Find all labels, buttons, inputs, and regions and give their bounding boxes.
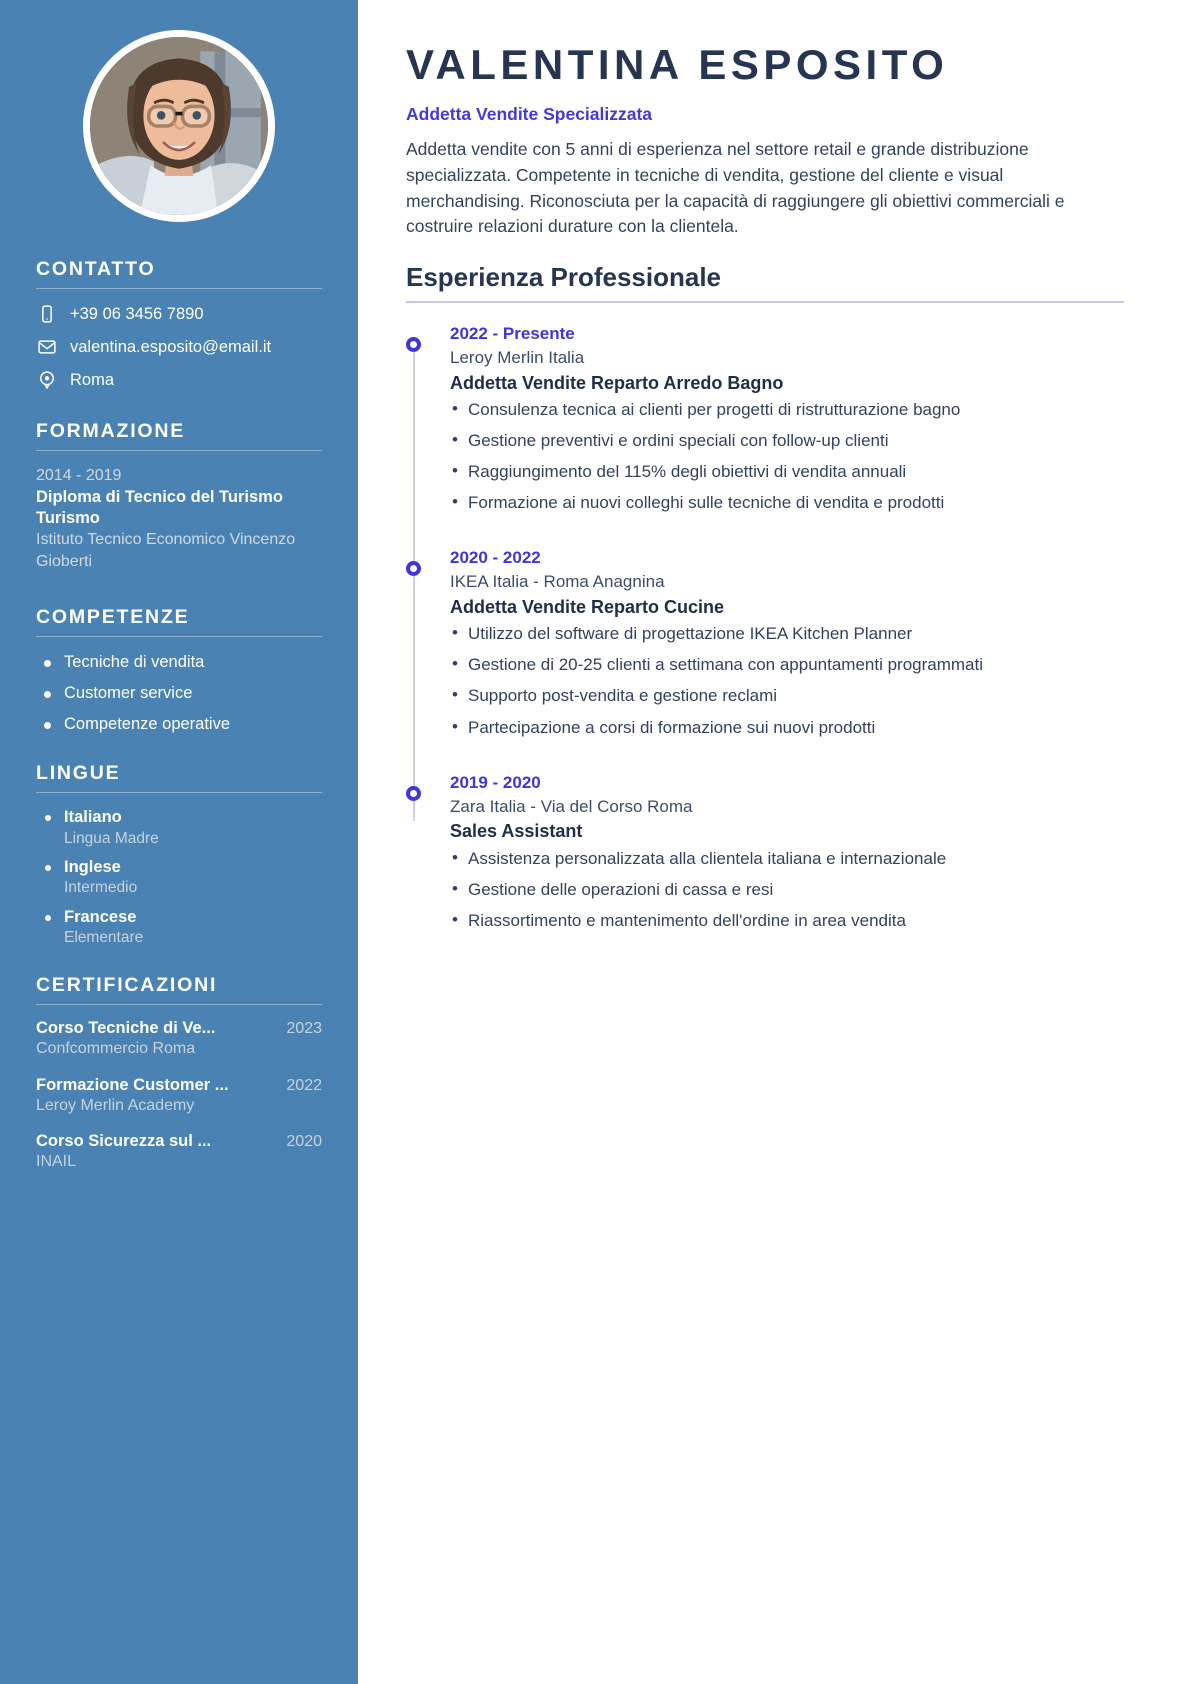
spacer bbox=[36, 956, 322, 974]
photo-ring bbox=[83, 30, 275, 222]
contact-location-value: Roma bbox=[70, 370, 115, 389]
contact-row-phone[interactable] bbox=[36, 303, 322, 325]
certification-org: Confcommercio Roma bbox=[36, 1040, 196, 1058]
experience-bullets bbox=[450, 847, 1124, 933]
timeline-line bbox=[413, 337, 415, 821]
divider bbox=[406, 301, 1124, 303]
education-section bbox=[36, 420, 322, 572]
education-section-title: FORMAZIONE bbox=[36, 420, 186, 442]
list-item: • Assistenza personalizzata alla clientela italiana e internazionale bbox=[450, 847, 1124, 871]
timeline-marker-icon bbox=[406, 337, 421, 352]
experience-dates: 2020 - 2022 bbox=[450, 548, 541, 568]
list-item: • Gestione preventivi e ordini speciali con follow-up clienti bbox=[450, 429, 1124, 453]
experience-company: Leroy Merlin Italia bbox=[450, 348, 585, 367]
certifications-section bbox=[36, 974, 322, 1173]
list-item: Competenze operative bbox=[36, 713, 322, 737]
language-name: Francese bbox=[64, 907, 137, 926]
experience-bullets bbox=[450, 398, 1124, 516]
language-level: Intermedio bbox=[64, 879, 138, 897]
education-dates: 2014 - 2019 bbox=[36, 467, 122, 484]
education-item bbox=[36, 465, 322, 572]
list-item: • Supporto post-vendita e gestione reclami bbox=[450, 684, 1124, 708]
list-item: Customer service bbox=[36, 682, 322, 706]
certification-org: INAIL bbox=[36, 1153, 77, 1171]
job-title: Addetta Vendite Specializzata bbox=[406, 104, 653, 125]
certification-item bbox=[36, 1019, 322, 1060]
experience-company: IKEA Italia - Roma Anagnina bbox=[450, 572, 665, 592]
certifications-section-title: CERTIFICAZIONI bbox=[36, 974, 218, 997]
languages-list bbox=[36, 807, 322, 948]
experience-item bbox=[450, 547, 1124, 739]
sidebar bbox=[0, 0, 358, 1684]
avatar bbox=[90, 37, 268, 215]
list-item: • Riassortimento e mantenimento dell'ordine in area vendita bbox=[450, 909, 1124, 933]
envelope-icon bbox=[36, 336, 58, 358]
certification-item bbox=[36, 1076, 322, 1117]
skills-section-title: COMPETENZE bbox=[36, 605, 190, 628]
languages-section-title: LINGUE bbox=[36, 762, 121, 785]
spacer bbox=[36, 744, 322, 762]
certification-org: Leroy Merlin Academy bbox=[36, 1096, 195, 1114]
education-degree: Diploma di Tecnico del Turismo Turismo bbox=[36, 487, 283, 528]
certification-header bbox=[36, 1076, 322, 1095]
certification-header bbox=[36, 1132, 322, 1151]
list-item bbox=[36, 857, 322, 899]
list-item bbox=[36, 807, 322, 849]
list-item: • Raggiungimento del 115% degli obiettivi di vendita annuali bbox=[450, 460, 1124, 484]
list-item: • Partecipazione a corsi di formazione sui nuovi prodotti bbox=[450, 716, 1124, 740]
location-pin-icon bbox=[36, 369, 58, 391]
list-item: • Gestione delle operazioni di cassa e resi bbox=[450, 878, 1124, 902]
skills-section bbox=[36, 606, 322, 737]
divider bbox=[36, 1004, 322, 1005]
timeline-marker-icon bbox=[406, 561, 421, 576]
list-item bbox=[36, 907, 322, 949]
experience-timeline bbox=[406, 323, 1124, 933]
experience-section-title: Esperienza Professionale bbox=[406, 262, 722, 293]
language-name: Italiano bbox=[64, 808, 122, 827]
list-item: • Gestione di 20-25 clienti a settimana con appuntamenti programmati bbox=[450, 653, 1124, 677]
divider bbox=[36, 792, 322, 793]
certification-name: Corso Sicurezza sul ... bbox=[36, 1132, 212, 1151]
contact-row-email[interactable] bbox=[36, 336, 322, 358]
avatar-illustration bbox=[90, 37, 268, 215]
language-level: Lingua Madre bbox=[64, 829, 159, 847]
list-item: • Utilizzo del software di progettazione IKEA Kitchen Planner bbox=[450, 622, 1124, 646]
spacer bbox=[36, 580, 322, 606]
spacer bbox=[36, 402, 322, 420]
education-school: Istituto Tecnico Economico Vincenzo Gioberti bbox=[36, 531, 296, 570]
profile-photo-container bbox=[36, 30, 322, 222]
experience-dates: 2022 - Presente bbox=[450, 324, 575, 344]
certification-year: 2023 bbox=[286, 1020, 322, 1038]
contact-email-value: valentina.esposito@email.it bbox=[70, 337, 272, 356]
list-item: • Consulenza tecnica ai clienti per progetti di ristrutturazione bagno bbox=[450, 398, 1124, 422]
certification-header bbox=[36, 1019, 322, 1038]
experience-role: Sales Assistant bbox=[450, 821, 583, 842]
certification-year: 2020 bbox=[286, 1133, 322, 1151]
experience-dates: 2019 - 2020 bbox=[450, 772, 541, 792]
certification-name: Corso Tecniche di Ve... bbox=[36, 1019, 216, 1038]
divider bbox=[36, 450, 322, 451]
certification-item bbox=[36, 1132, 322, 1173]
skills-list bbox=[36, 651, 322, 737]
divider bbox=[36, 288, 322, 289]
list-item: Tecniche di vendita bbox=[36, 651, 322, 675]
contact-section bbox=[36, 258, 322, 391]
contact-row-location[interactable] bbox=[36, 369, 322, 391]
experience-bullets bbox=[450, 622, 1124, 740]
experience-role: Addetta Vendite Reparto Cucine bbox=[450, 597, 725, 618]
certification-year: 2022 bbox=[286, 1076, 322, 1094]
language-level: Elementare bbox=[64, 929, 144, 947]
experience-role: Addetta Vendite Reparto Arredo Bagno bbox=[450, 372, 784, 393]
main-content bbox=[358, 0, 1190, 1684]
certification-name: Formazione Customer ... bbox=[36, 1075, 229, 1094]
language-name: Inglese bbox=[64, 858, 121, 877]
list-item: • Formazione ai nuovi colleghi sulle tecniche di vendita e prodotti bbox=[450, 491, 1124, 515]
page-title: VALENTINA ESPOSITO bbox=[406, 41, 949, 88]
profile-summary: Addetta vendite con 5 anni di esperienza nel settore retail e grande distribuzione specializzata. Competente in tecniche di vendita, gestione del cliente e visual merchandising. Riconosciuta per la capacità di raggiungere gli obiettivi commerciali e costruire relazioni durature con la clientela. bbox=[406, 139, 1065, 237]
phone-icon bbox=[36, 303, 58, 325]
experience-item bbox=[450, 323, 1124, 515]
experience-company: Zara Italia - Via del Corso Roma bbox=[450, 796, 693, 816]
contact-section-title: CONTATTO bbox=[36, 258, 156, 280]
languages-section bbox=[36, 762, 322, 948]
contact-phone-value: +39 06 3456 7890 bbox=[70, 304, 204, 323]
divider bbox=[36, 636, 322, 637]
experience-item bbox=[450, 772, 1124, 933]
timeline-marker-icon bbox=[406, 786, 421, 801]
